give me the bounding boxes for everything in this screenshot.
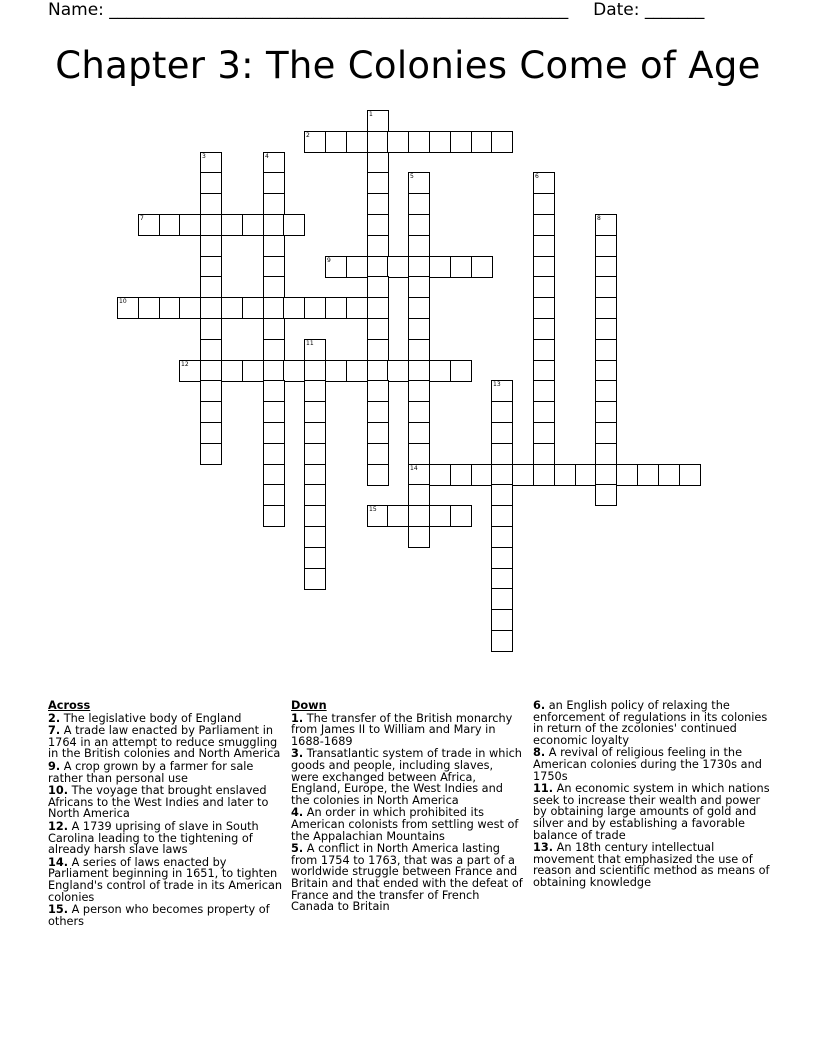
clue-number-label: 2 (306, 132, 310, 139)
grid-cell[interactable] (533, 193, 555, 215)
grid-cell[interactable] (533, 464, 555, 486)
grid-cell[interactable] (263, 297, 285, 319)
grid-cell[interactable] (367, 152, 389, 174)
grid-cell[interactable] (221, 297, 243, 319)
page-title: Chapter 3: The Colonies Come of Age (55, 44, 761, 87)
grid-cell[interactable] (304, 297, 326, 319)
clue-number-label: 11 (306, 340, 314, 347)
clue-number: 9. (48, 759, 61, 773)
clue-text: An 18th century intellectual movement that emphasized the use of reason and scientific method as means of obtaining knowledge (533, 841, 770, 889)
grid-cell[interactable] (325, 256, 347, 278)
grid-cell[interactable] (346, 360, 368, 382)
down-heading: Down (291, 699, 327, 712)
clue-number-label: 10 (119, 298, 127, 305)
grid-cell[interactable] (408, 443, 430, 465)
clue-number: 12. (48, 819, 69, 833)
grid-cell[interactable] (138, 214, 160, 236)
grid-cell[interactable] (408, 360, 430, 382)
grid-cell[interactable] (159, 214, 181, 236)
grid-cell[interactable] (263, 422, 285, 444)
clue-down-3 (291, 748, 523, 806)
grid-cell[interactable] (637, 464, 659, 486)
clue-number-label: 14 (410, 465, 418, 472)
grid-cell[interactable] (533, 401, 555, 423)
grid-cell[interactable] (429, 360, 451, 382)
grid-cell[interactable] (200, 152, 222, 174)
grid-cell[interactable] (491, 568, 513, 590)
grid-cell[interactable] (471, 256, 493, 278)
grid-cell[interactable] (304, 360, 326, 382)
grid-cell[interactable] (491, 464, 513, 486)
grid-cell[interactable] (595, 276, 617, 298)
grid-cell[interactable] (200, 214, 222, 236)
grid-cell[interactable] (325, 131, 347, 153)
grid-cell[interactable] (595, 256, 617, 278)
grid-cell[interactable] (491, 526, 513, 548)
grid-cell[interactable] (283, 297, 305, 319)
grid-cell[interactable] (533, 235, 555, 257)
grid-cell[interactable] (595, 339, 617, 361)
grid-cell[interactable] (304, 526, 326, 548)
grid-cell[interactable] (283, 214, 305, 236)
clue-text: A crop grown by a farmer for sale rather than personal use (48, 759, 254, 785)
grid-cell[interactable] (408, 318, 430, 340)
grid-cell[interactable] (263, 172, 285, 194)
clue-across-15 (48, 904, 284, 927)
grid-cell[interactable] (304, 547, 326, 569)
grid-cell[interactable] (491, 380, 513, 402)
grid-cell[interactable] (595, 360, 617, 382)
grid-cell[interactable] (533, 276, 555, 298)
grid-cell[interactable] (533, 360, 555, 382)
grid-cell[interactable] (387, 505, 409, 527)
clue-number-label: 6 (535, 173, 539, 180)
grid-cell[interactable] (263, 360, 285, 382)
grid-cell[interactable] (554, 464, 576, 486)
grid-cell[interactable] (595, 214, 617, 236)
clue-text: Transatlantic system of trade in which goods and people, including slaves, were exchanged between Africa, England, Europe, the West Indies and the colonies in North America (291, 747, 522, 807)
grid-cell[interactable] (450, 256, 472, 278)
date-field-label[interactable]: Date: _______ (593, 0, 705, 20)
clue-across-9 (48, 761, 284, 784)
clue-text: The legislative body of England (60, 711, 242, 725)
clue-number-label: 4 (265, 153, 269, 160)
grid-cell[interactable] (387, 131, 409, 153)
grid-cell[interactable] (491, 401, 513, 423)
clue-text: A 1739 uprising of slave in South Carolina leading to the tightening of already harsh slave laws (48, 819, 259, 857)
grid-cell[interactable] (533, 443, 555, 465)
clue-number: 2. (48, 711, 61, 725)
grid-cell[interactable] (263, 256, 285, 278)
grid-cell[interactable] (200, 360, 222, 382)
grid-cell[interactable] (325, 297, 347, 319)
clue-text: An order in which prohibited its American colonists from settling west of the Appalachian Mountains (291, 806, 519, 843)
grid-cell[interactable] (283, 360, 305, 382)
clue-text: an English policy of relaxing the enforcement of regulations in its colonies in return of the zcolonies' continued economic loyalty (533, 699, 768, 747)
grid-cell[interactable] (263, 318, 285, 340)
grid-cell[interactable] (491, 609, 513, 631)
grid-cell[interactable] (367, 443, 389, 465)
grid-cell[interactable] (367, 422, 389, 444)
grid-cell[interactable] (242, 360, 264, 382)
grid-cell[interactable] (263, 464, 285, 486)
grid-cell[interactable] (200, 339, 222, 361)
grid-cell[interactable] (263, 152, 285, 174)
clue-number: 7. (48, 724, 61, 738)
clue-across-14 (48, 857, 284, 903)
grid-cell[interactable] (491, 588, 513, 610)
grid-cell[interactable] (595, 235, 617, 257)
grid-cell[interactable] (533, 172, 555, 194)
grid-cell[interactable] (491, 443, 513, 465)
grid-cell[interactable] (200, 172, 222, 194)
grid-cell[interactable] (263, 193, 285, 215)
grid-cell[interactable] (408, 297, 430, 319)
grid-cell[interactable] (304, 339, 326, 361)
clue-text: The voyage that brought enslaved Africans to the West Indies and later to North America (48, 784, 269, 821)
grid-cell[interactable] (408, 214, 430, 236)
grid-cell[interactable] (491, 505, 513, 527)
grid-cell[interactable] (450, 131, 472, 153)
clue-number-label: 1 (369, 111, 373, 118)
grid-cell[interactable] (367, 464, 389, 486)
grid-cell[interactable] (533, 318, 555, 340)
grid-cell[interactable] (117, 297, 139, 319)
grid-cell[interactable] (533, 339, 555, 361)
clue-across-7 (48, 725, 284, 760)
clue-number-label: 8 (597, 215, 601, 222)
grid-cell[interactable] (533, 214, 555, 236)
grid-cell[interactable] (346, 256, 368, 278)
clue-number: 10. (48, 784, 69, 798)
grid-cell[interactable] (491, 630, 513, 652)
grid-cell[interactable] (367, 360, 389, 382)
clue-down-6 (533, 700, 771, 746)
grid-cell[interactable] (200, 380, 222, 402)
grid-cell[interactable] (367, 318, 389, 340)
grid-cell[interactable] (304, 401, 326, 423)
clue-number: 1. (291, 711, 304, 725)
clue-number: 15. (48, 903, 69, 917)
clue-across-2 (48, 713, 284, 725)
grid-cell[interactable] (595, 297, 617, 319)
grid-cell[interactable] (367, 505, 389, 527)
grid-cell[interactable] (138, 297, 160, 319)
clue-text: A trade law enacted by Parliament in 1764 in an attempt to reduce smuggling in the British colonies and North America (48, 724, 281, 761)
grid-cell[interactable] (679, 464, 701, 486)
grid-cell[interactable] (200, 256, 222, 278)
grid-cell[interactable] (595, 318, 617, 340)
grid-cell[interactable] (450, 505, 472, 527)
grid-cell[interactable] (595, 464, 617, 486)
clue-number-label: 13 (493, 381, 501, 388)
clue-down-4 (291, 807, 523, 842)
grid-cell[interactable] (304, 131, 326, 153)
grid-cell[interactable] (200, 318, 222, 340)
clue-number: 4. (291, 806, 304, 820)
grid-cell[interactable] (304, 505, 326, 527)
clue-text: A person who becomes property of others (48, 903, 270, 928)
grid-cell[interactable] (533, 422, 555, 444)
grid-cell[interactable] (325, 360, 347, 382)
down-clues (291, 700, 523, 914)
clue-number-label: 12 (181, 361, 189, 368)
grid-cell[interactable] (471, 464, 493, 486)
clue-number: 3. (291, 747, 304, 761)
grid-cell[interactable] (408, 526, 430, 548)
grid-cell[interactable] (387, 256, 409, 278)
grid-cell[interactable] (450, 464, 472, 486)
grid-cell[interactable] (367, 214, 389, 236)
grid-cell[interactable] (408, 484, 430, 506)
clue-number-label: 3 (202, 153, 206, 160)
grid-cell[interactable] (387, 360, 409, 382)
grid-cell[interactable] (367, 172, 389, 194)
grid-cell[interactable] (408, 380, 430, 402)
grid-cell[interactable] (263, 339, 285, 361)
grid-cell[interactable] (304, 443, 326, 465)
grid-cell[interactable] (263, 276, 285, 298)
grid-cell[interactable] (263, 214, 285, 236)
grid-cell[interactable] (408, 256, 430, 278)
down-clues-continued (533, 700, 771, 890)
grid-cell[interactable] (595, 380, 617, 402)
grid-cell[interactable] (408, 464, 430, 486)
clue-number: 8. (533, 746, 546, 760)
clue-across-10 (48, 785, 284, 820)
grid-cell[interactable] (263, 505, 285, 527)
clue-text: A series of laws enacted by Parliament beginning in 1651, to tighten England's control of trade in its American colonies (48, 855, 283, 904)
across-clues (48, 700, 284, 928)
grid-cell[interactable] (263, 401, 285, 423)
grid-cell[interactable] (367, 380, 389, 402)
clue-number-label: 9 (327, 257, 331, 264)
grid-cell[interactable] (200, 422, 222, 444)
clue-text: An economic system in which nations seek to increase their wealth and power by obtaining large amounts of gold and silver and by establishing a favorable balance of trade (533, 782, 770, 842)
grid-cell[interactable] (200, 276, 222, 298)
clue-number-label: 15 (369, 506, 377, 513)
clue-number-label: 5 (410, 173, 414, 180)
grid-cell[interactable] (408, 172, 430, 194)
clue-number: 14. (48, 855, 69, 869)
grid-cell[interactable] (179, 214, 201, 236)
grid-cell[interactable] (179, 297, 201, 319)
grid-cell[interactable] (200, 443, 222, 465)
grid-cell[interactable] (575, 464, 597, 486)
grid-cell[interactable] (595, 422, 617, 444)
clue-down-8 (533, 747, 771, 782)
grid-cell[interactable] (595, 401, 617, 423)
grid-cell[interactable] (263, 235, 285, 257)
grid-cell[interactable] (408, 193, 430, 215)
clue-number: 5. (291, 842, 304, 856)
grid-cell[interactable] (408, 422, 430, 444)
grid-cell[interactable] (429, 256, 451, 278)
grid-cell[interactable] (242, 297, 264, 319)
grid-cell[interactable] (304, 422, 326, 444)
grid-cell[interactable] (367, 276, 389, 298)
grid-cell[interactable] (304, 484, 326, 506)
grid-cell[interactable] (408, 235, 430, 257)
grid-cell[interactable] (159, 297, 181, 319)
grid-cell[interactable] (367, 297, 389, 319)
grid-cell[interactable] (491, 131, 513, 153)
grid-cell[interactable] (200, 235, 222, 257)
grid-cell[interactable] (367, 339, 389, 361)
grid-cell[interactable] (263, 443, 285, 465)
grid-cell[interactable] (429, 464, 451, 486)
clue-down-11 (533, 783, 771, 841)
grid-cell[interactable] (408, 401, 430, 423)
grid-cell[interactable] (221, 214, 243, 236)
grid-cell[interactable] (429, 505, 451, 527)
grid-cell[interactable] (263, 484, 285, 506)
grid-cell[interactable] (304, 380, 326, 402)
grid-cell[interactable] (304, 464, 326, 486)
grid-cell[interactable] (471, 131, 493, 153)
grid-cell[interactable] (367, 235, 389, 257)
clue-text: A conflict in North America lasting from 1754 to 1763, that was a part of a worldwide struggle between France and Britain and that ended with the defeat of France and the transfer of French Canada to Britain (291, 842, 523, 914)
clue-number: 6. (533, 699, 546, 712)
grid-cell[interactable] (221, 360, 243, 382)
clue-down-13 (533, 842, 771, 888)
grid-cell[interactable] (367, 256, 389, 278)
clue-number-label: 7 (140, 215, 144, 222)
grid-cell[interactable] (595, 484, 617, 506)
grid-cell[interactable] (367, 110, 389, 132)
grid-cell[interactable] (408, 276, 430, 298)
grid-cell[interactable] (367, 401, 389, 423)
grid-cell[interactable] (367, 193, 389, 215)
grid-cell[interactable] (346, 131, 368, 153)
clue-number: 13. (533, 841, 554, 855)
grid-cell[interactable] (179, 360, 201, 382)
grid-cell[interactable] (263, 380, 285, 402)
grid-cell[interactable] (429, 131, 451, 153)
grid-cell[interactable] (200, 401, 222, 423)
grid-cell[interactable] (616, 464, 638, 486)
grid-cell[interactable] (346, 297, 368, 319)
grid-cell[interactable] (658, 464, 680, 486)
grid-cell[interactable] (512, 464, 534, 486)
grid-cell[interactable] (408, 505, 430, 527)
clue-text: A revival of religious feeling in the American colonies during the 1730s and 1750s (533, 746, 762, 783)
grid-cell[interactable] (242, 214, 264, 236)
clue-text: The transfer of the British monarchy from James II to William and Mary in 1688-1689 (291, 711, 513, 748)
grid-cell[interactable] (200, 297, 222, 319)
grid-cell[interactable] (533, 297, 555, 319)
grid-cell[interactable] (408, 339, 430, 361)
clue-down-5 (291, 843, 523, 913)
grid-cell[interactable] (200, 193, 222, 215)
grid-cell[interactable] (367, 131, 389, 153)
grid-cell[interactable] (595, 443, 617, 465)
grid-cell[interactable] (408, 131, 430, 153)
clue-number: 11. (533, 782, 554, 796)
grid-cell[interactable] (533, 256, 555, 278)
name-field-label[interactable]: Name: ______________________________________________________ (48, 0, 569, 20)
grid-cell[interactable] (491, 547, 513, 569)
grid-cell[interactable] (533, 380, 555, 402)
grid-cell[interactable] (304, 568, 326, 590)
grid-cell[interactable] (491, 484, 513, 506)
across-heading: Across (48, 699, 91, 712)
grid-cell[interactable] (450, 360, 472, 382)
clue-across-12 (48, 821, 284, 856)
grid-cell[interactable] (491, 422, 513, 444)
clue-down-1 (291, 713, 523, 748)
